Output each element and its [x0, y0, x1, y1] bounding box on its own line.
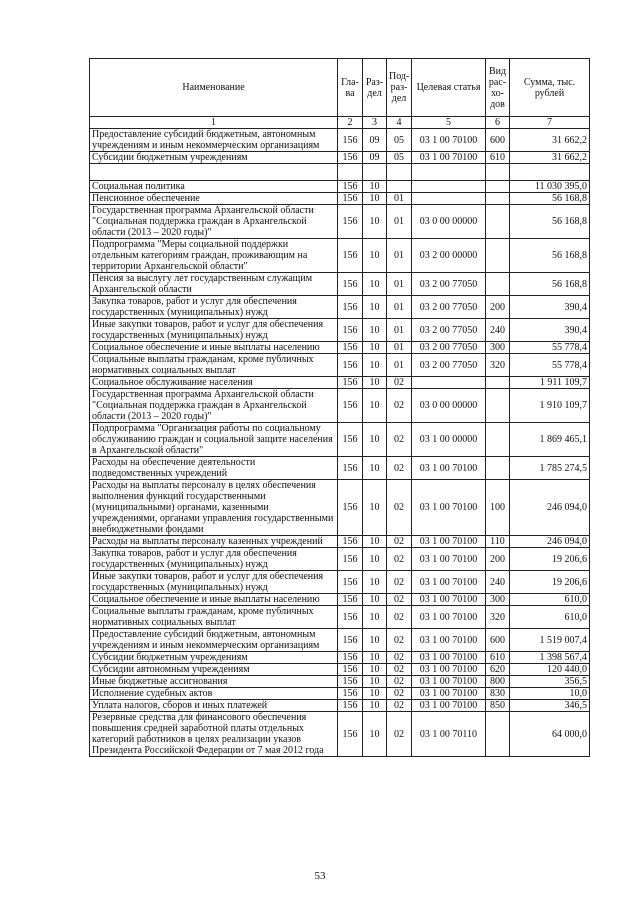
row-expense-type-cell: 850 — [486, 700, 510, 712]
table-row — [90, 688, 590, 700]
table-row — [90, 319, 590, 342]
table-row — [90, 700, 590, 712]
row-expense-type-cell: 200 — [486, 296, 510, 319]
row-target-article-cell: 03 1 00 70100 — [412, 548, 486, 571]
row-name-cell: Субсидии бюджетным учреждениям — [90, 152, 338, 164]
row-razdel-cell: 10 — [363, 676, 387, 688]
column-number-row — [90, 117, 590, 129]
row-podrazdel-cell: 02 — [387, 457, 412, 480]
column-number: 3 — [363, 117, 387, 129]
table-row — [90, 239, 590, 273]
row-name-cell: Социальные выплаты гражданам, кроме публичных нормативных социальных выплат — [90, 606, 338, 629]
row-target-article-cell: 03 1 00 70100 — [412, 594, 486, 606]
row-sum-cell: 55 778,4 — [510, 354, 590, 377]
row-razdel-cell — [363, 164, 387, 181]
row-name-cell: Государственная программа Архангельской области "Социальная поддержка граждан в Архангельской области (2013 – 2020 годы)" — [90, 205, 338, 239]
row-podrazdel-cell — [387, 181, 412, 193]
row-name-cell: Предоставление субсидий бюджетным, автономным учреждениям и иным некоммерческим организациям — [90, 129, 338, 152]
table-row — [90, 273, 590, 296]
row-razdel-cell: 10 — [363, 536, 387, 548]
row-sum-cell: 346,5 — [510, 700, 590, 712]
table-row — [90, 457, 590, 480]
column-number: 5 — [412, 117, 486, 129]
row-name-cell: Пенсия за выслугу лет государственным служащим Архангельской области — [90, 273, 338, 296]
row-expense-type-cell — [486, 181, 510, 193]
table-row — [90, 193, 590, 205]
row-expense-type-cell — [486, 193, 510, 205]
row-razdel-cell: 10 — [363, 319, 387, 342]
row-name-cell: Социальное обслуживание населения — [90, 377, 338, 389]
table-row — [90, 296, 590, 319]
row-sum-cell: 11 030 395,0 — [510, 181, 590, 193]
row-razdel-cell: 10 — [363, 712, 387, 757]
row-razdel-cell: 10 — [363, 296, 387, 319]
row-glava-cell: 156 — [338, 629, 363, 652]
row-razdel-cell: 10 — [363, 480, 387, 536]
row-target-article-cell: 03 2 00 00000 — [412, 239, 486, 273]
row-podrazdel-cell — [387, 164, 412, 181]
row-razdel-cell: 10 — [363, 342, 387, 354]
table-row — [90, 594, 590, 606]
row-expense-type-cell — [486, 712, 510, 757]
row-name-cell: Государственная программа Архангельской области "Социальная поддержка граждан в Архангельской области (2013 – 2020 годы)" — [90, 389, 338, 423]
row-sum-cell: 1 785 274,5 — [510, 457, 590, 480]
row-name-cell: Подпрограмма "Организация работы по социальному обслуживанию граждан и социальной защите населения в Архангельской области" — [90, 423, 338, 457]
row-target-article-cell: 03 2 00 77050 — [412, 273, 486, 296]
row-name-cell: Иные закупки товаров, работ и услуг для обеспечения государственных (муниципальных) нужд — [90, 319, 338, 342]
row-target-article-cell: 03 1 00 00000 — [412, 423, 486, 457]
row-name-cell: Предоставление субсидий бюджетным, автономным учреждениям и иным некоммерческим организациям — [90, 629, 338, 652]
row-target-article-cell: 03 1 00 70100 — [412, 700, 486, 712]
row-podrazdel-cell: 01 — [387, 296, 412, 319]
row-razdel-cell: 09 — [363, 129, 387, 152]
row-podrazdel-cell: 01 — [387, 205, 412, 239]
row-razdel-cell: 10 — [363, 354, 387, 377]
table-row — [90, 129, 590, 152]
column-number: 1 — [90, 117, 338, 129]
row-sum-cell: 56 168,8 — [510, 273, 590, 296]
table-row — [90, 152, 590, 164]
row-name-cell: Иные закупки товаров, работ и услуг для обеспечения государственных (муниципальных) нужд — [90, 571, 338, 594]
row-expense-type-cell: 240 — [486, 319, 510, 342]
row-expense-type-cell — [486, 377, 510, 389]
row-sum-cell: 610,0 — [510, 606, 590, 629]
row-glava-cell: 156 — [338, 239, 363, 273]
row-sum-cell: 390,4 — [510, 319, 590, 342]
row-glava-cell: 156 — [338, 536, 363, 548]
row-sum-cell: 19 206,6 — [510, 571, 590, 594]
row-podrazdel-cell: 05 — [387, 129, 412, 152]
row-expense-type-cell: 300 — [486, 342, 510, 354]
row-glava-cell: 156 — [338, 594, 363, 606]
row-razdel-cell: 10 — [363, 571, 387, 594]
table-row — [90, 181, 590, 193]
row-razdel-cell: 10 — [363, 457, 387, 480]
row-podrazdel-cell: 02 — [387, 688, 412, 700]
row-glava-cell: 156 — [338, 389, 363, 423]
row-podrazdel-cell: 01 — [387, 273, 412, 296]
row-sum-cell: 610,0 — [510, 594, 590, 606]
row-name-cell: Иные бюджетные ассигнования — [90, 676, 338, 688]
row-target-article-cell — [412, 377, 486, 389]
row-name-cell: Закупка товаров, работ и услуг для обеспечения государственных (муниципальных) нужд — [90, 548, 338, 571]
row-podrazdel-cell: 02 — [387, 536, 412, 548]
row-glava-cell: 156 — [338, 423, 363, 457]
column-number: 2 — [338, 117, 363, 129]
row-razdel-cell: 10 — [363, 273, 387, 296]
row-expense-type-cell: 620 — [486, 664, 510, 676]
row-expense-type-cell — [486, 273, 510, 296]
row-podrazdel-cell: 02 — [387, 548, 412, 571]
row-glava-cell: 156 — [338, 700, 363, 712]
row-target-article-cell — [412, 181, 486, 193]
row-sum-cell — [510, 164, 590, 181]
row-name-cell: Расходы на выплаты персоналу в целях обеспечения выполнения функций государственными (муниципальными) органами, казенными учреждениями, органами управления государственными внебюджетными фондами — [90, 480, 338, 536]
row-target-article-cell: 03 1 00 70110 — [412, 712, 486, 757]
row-expense-type-cell: 600 — [486, 129, 510, 152]
row-glava-cell: 156 — [338, 342, 363, 354]
row-sum-cell: 56 168,8 — [510, 239, 590, 273]
row-target-article-cell: 03 1 00 70100 — [412, 152, 486, 164]
row-target-article-cell: 03 1 00 70100 — [412, 571, 486, 594]
row-target-article-cell: 03 0 00 00000 — [412, 389, 486, 423]
table-row — [90, 571, 590, 594]
row-podrazdel-cell: 02 — [387, 652, 412, 664]
row-expense-type-cell: 800 — [486, 676, 510, 688]
table-row — [90, 342, 590, 354]
row-target-article-cell: 03 1 00 70100 — [412, 629, 486, 652]
row-name-cell: Социальное обеспечение и иные выплаты населению — [90, 594, 338, 606]
row-name-cell: Субсидии автономным учреждениям — [90, 664, 338, 676]
table-row — [90, 676, 590, 688]
row-expense-type-cell — [486, 239, 510, 273]
row-name-cell: Пенсионное обеспечение — [90, 193, 338, 205]
row-sum-cell: 56 168,8 — [510, 205, 590, 239]
row-podrazdel-cell: 02 — [387, 676, 412, 688]
row-expense-type-cell: 200 — [486, 548, 510, 571]
table-row — [90, 423, 590, 457]
row-podrazdel-cell: 02 — [387, 423, 412, 457]
row-sum-cell: 31 662,2 — [510, 129, 590, 152]
row-sum-cell: 246 094,0 — [510, 480, 590, 536]
table-row — [90, 606, 590, 629]
row-target-article-cell: 03 2 00 77050 — [412, 354, 486, 377]
row-razdel-cell: 10 — [363, 205, 387, 239]
row-name-cell: Расходы на обеспечение деятельности подведомственных учреждений — [90, 457, 338, 480]
row-podrazdel-cell: 01 — [387, 193, 412, 205]
row-expense-type-cell: 610 — [486, 652, 510, 664]
row-sum-cell: 1 911 109,7 — [510, 377, 590, 389]
row-sum-cell: 1 910 109,7 — [510, 389, 590, 423]
table-row — [90, 712, 590, 757]
row-podrazdel-cell: 02 — [387, 712, 412, 757]
row-expense-type-cell: 320 — [486, 606, 510, 629]
row-name-cell: Уплата налогов, сборов и иных платежей — [90, 700, 338, 712]
row-target-article-cell — [412, 164, 486, 181]
row-glava-cell: 156 — [338, 129, 363, 152]
row-glava-cell: 156 — [338, 152, 363, 164]
row-glava-cell: 156 — [338, 273, 363, 296]
table-row — [90, 205, 590, 239]
row-target-article-cell: 03 1 00 70100 — [412, 606, 486, 629]
row-target-article-cell: 03 1 00 70100 — [412, 536, 486, 548]
row-sum-cell: 31 662,2 — [510, 152, 590, 164]
row-sum-cell: 246 094,0 — [510, 536, 590, 548]
row-expense-type-cell: 320 — [486, 354, 510, 377]
row-glava-cell: 156 — [338, 296, 363, 319]
row-name-cell: Резервные средства для финансового обеспечения повышения средней заработной платы отдельных категорий работников в целях реализации указов Президента Российской Федерации от 7 мая 2012 года — [90, 712, 338, 757]
column-number: 6 — [486, 117, 510, 129]
row-sum-cell: 356,5 — [510, 676, 590, 688]
table-header-row — [90, 59, 590, 117]
row-razdel-cell: 10 — [363, 688, 387, 700]
row-name-cell: Социальные выплаты гражданам, кроме публичных нормативных социальных выплат — [90, 354, 338, 377]
row-podrazdel-cell: 02 — [387, 629, 412, 652]
row-expense-type-cell: 300 — [486, 594, 510, 606]
col-header-target-article: Целевая статья — [412, 59, 486, 117]
row-expense-type-cell: 610 — [486, 152, 510, 164]
row-razdel-cell: 10 — [363, 423, 387, 457]
row-sum-cell: 64 000,0 — [510, 712, 590, 757]
row-razdel-cell: 10 — [363, 606, 387, 629]
row-glava-cell: 156 — [338, 319, 363, 342]
budget-table — [89, 58, 590, 757]
row-podrazdel-cell: 01 — [387, 319, 412, 342]
row-expense-type-cell: 240 — [486, 571, 510, 594]
row-podrazdel-cell: 02 — [387, 664, 412, 676]
row-sum-cell: 120 440,0 — [510, 664, 590, 676]
row-name-cell: Расходы на выплаты персоналу казенных учреждений — [90, 536, 338, 548]
row-razdel-cell: 10 — [363, 664, 387, 676]
table-row-spacer — [90, 164, 590, 181]
row-podrazdel-cell: 02 — [387, 389, 412, 423]
row-razdel-cell: 10 — [363, 548, 387, 571]
table-row — [90, 389, 590, 423]
row-sum-cell: 19 206,6 — [510, 548, 590, 571]
column-number: 4 — [387, 117, 412, 129]
row-sum-cell: 1 519 007,4 — [510, 629, 590, 652]
row-name-cell: Социальная политика — [90, 181, 338, 193]
row-target-article-cell: 03 1 00 70100 — [412, 676, 486, 688]
row-expense-type-cell: 100 — [486, 480, 510, 536]
row-glava-cell: 156 — [338, 181, 363, 193]
col-header-expense-type: Вид рас-хо-дов — [486, 59, 510, 117]
row-glava-cell: 156 — [338, 354, 363, 377]
row-razdel-cell: 10 — [363, 377, 387, 389]
row-name-cell: Исполнение судебных актов — [90, 688, 338, 700]
row-razdel-cell: 10 — [363, 652, 387, 664]
row-podrazdel-cell: 02 — [387, 594, 412, 606]
table-row — [90, 536, 590, 548]
page-number: 53 — [314, 870, 326, 882]
row-expense-type-cell — [486, 164, 510, 181]
table-row — [90, 652, 590, 664]
row-name-cell: Закупка товаров, работ и услуг для обеспечения государственных (муниципальных) нужд — [90, 296, 338, 319]
row-target-article-cell: 03 2 00 77050 — [412, 296, 486, 319]
row-podrazdel-cell: 01 — [387, 239, 412, 273]
col-header-podrazdel: Под-раз-дел — [387, 59, 412, 117]
row-podrazdel-cell: 02 — [387, 480, 412, 536]
table-row — [90, 664, 590, 676]
table-row — [90, 377, 590, 389]
table-body — [90, 129, 590, 757]
row-glava-cell: 156 — [338, 664, 363, 676]
row-target-article-cell: 03 0 00 00000 — [412, 205, 486, 239]
row-target-article-cell: 03 2 00 77050 — [412, 319, 486, 342]
row-name-cell: Субсидии бюджетным учреждениям — [90, 652, 338, 664]
row-glava-cell: 156 — [338, 193, 363, 205]
row-sum-cell: 55 778,4 — [510, 342, 590, 354]
row-razdel-cell: 10 — [363, 389, 387, 423]
col-header-glava: Гла-ва — [338, 59, 363, 117]
row-podrazdel-cell: 02 — [387, 377, 412, 389]
row-expense-type-cell: 600 — [486, 629, 510, 652]
row-razdel-cell: 10 — [363, 594, 387, 606]
row-podrazdel-cell: 01 — [387, 354, 412, 377]
row-glava-cell: 156 — [338, 457, 363, 480]
row-expense-type-cell — [486, 423, 510, 457]
row-sum-cell: 1 398 567,4 — [510, 652, 590, 664]
table-row — [90, 629, 590, 652]
column-number: 7 — [510, 117, 590, 129]
row-razdel-cell: 10 — [363, 700, 387, 712]
row-glava-cell: 156 — [338, 676, 363, 688]
row-target-article-cell: 03 1 00 70100 — [412, 457, 486, 480]
row-name-cell: Подпрограмма "Меры социальной поддержки отдельным категориям граждан, проживающим на территории Архангельской области" — [90, 239, 338, 273]
row-glava-cell — [338, 164, 363, 181]
row-podrazdel-cell: 02 — [387, 700, 412, 712]
row-target-article-cell — [412, 193, 486, 205]
row-target-article-cell: 03 1 00 70100 — [412, 129, 486, 152]
row-target-article-cell: 03 1 00 70100 — [412, 652, 486, 664]
row-razdel-cell: 10 — [363, 629, 387, 652]
row-sum-cell: 10,0 — [510, 688, 590, 700]
table-row — [90, 480, 590, 536]
row-razdel-cell: 09 — [363, 152, 387, 164]
table-row — [90, 354, 590, 377]
row-sum-cell: 56 168,8 — [510, 193, 590, 205]
row-sum-cell: 1 869 465,1 — [510, 423, 590, 457]
row-podrazdel-cell: 02 — [387, 606, 412, 629]
row-expense-type-cell — [486, 389, 510, 423]
row-glava-cell: 156 — [338, 205, 363, 239]
row-podrazdel-cell: 05 — [387, 152, 412, 164]
row-glava-cell: 156 — [338, 652, 363, 664]
row-glava-cell: 156 — [338, 571, 363, 594]
row-razdel-cell: 10 — [363, 239, 387, 273]
col-header-razdel: Раз-дел — [363, 59, 387, 117]
row-sum-cell: 390,4 — [510, 296, 590, 319]
row-podrazdel-cell: 01 — [387, 342, 412, 354]
row-glava-cell: 156 — [338, 688, 363, 700]
row-razdel-cell: 10 — [363, 181, 387, 193]
row-glava-cell: 156 — [338, 548, 363, 571]
row-target-article-cell: 03 2 00 77050 — [412, 342, 486, 354]
row-expense-type-cell — [486, 457, 510, 480]
row-glava-cell: 156 — [338, 606, 363, 629]
table-row — [90, 548, 590, 571]
row-expense-type-cell: 110 — [486, 536, 510, 548]
row-name-cell — [90, 164, 338, 181]
row-podrazdel-cell: 02 — [387, 571, 412, 594]
row-expense-type-cell — [486, 205, 510, 239]
row-glava-cell: 156 — [338, 480, 363, 536]
row-target-article-cell: 03 1 00 70100 — [412, 480, 486, 536]
col-header-name: Наименование — [90, 59, 338, 117]
row-target-article-cell: 03 1 00 70100 — [412, 688, 486, 700]
col-header-sum: Сумма, тыс. рублей — [510, 59, 590, 117]
row-target-article-cell: 03 1 00 70100 — [412, 664, 486, 676]
row-razdel-cell: 10 — [363, 193, 387, 205]
row-expense-type-cell: 830 — [486, 688, 510, 700]
row-glava-cell: 156 — [338, 377, 363, 389]
row-name-cell: Социальное обеспечение и иные выплаты населению — [90, 342, 338, 354]
row-glava-cell: 156 — [338, 712, 363, 757]
